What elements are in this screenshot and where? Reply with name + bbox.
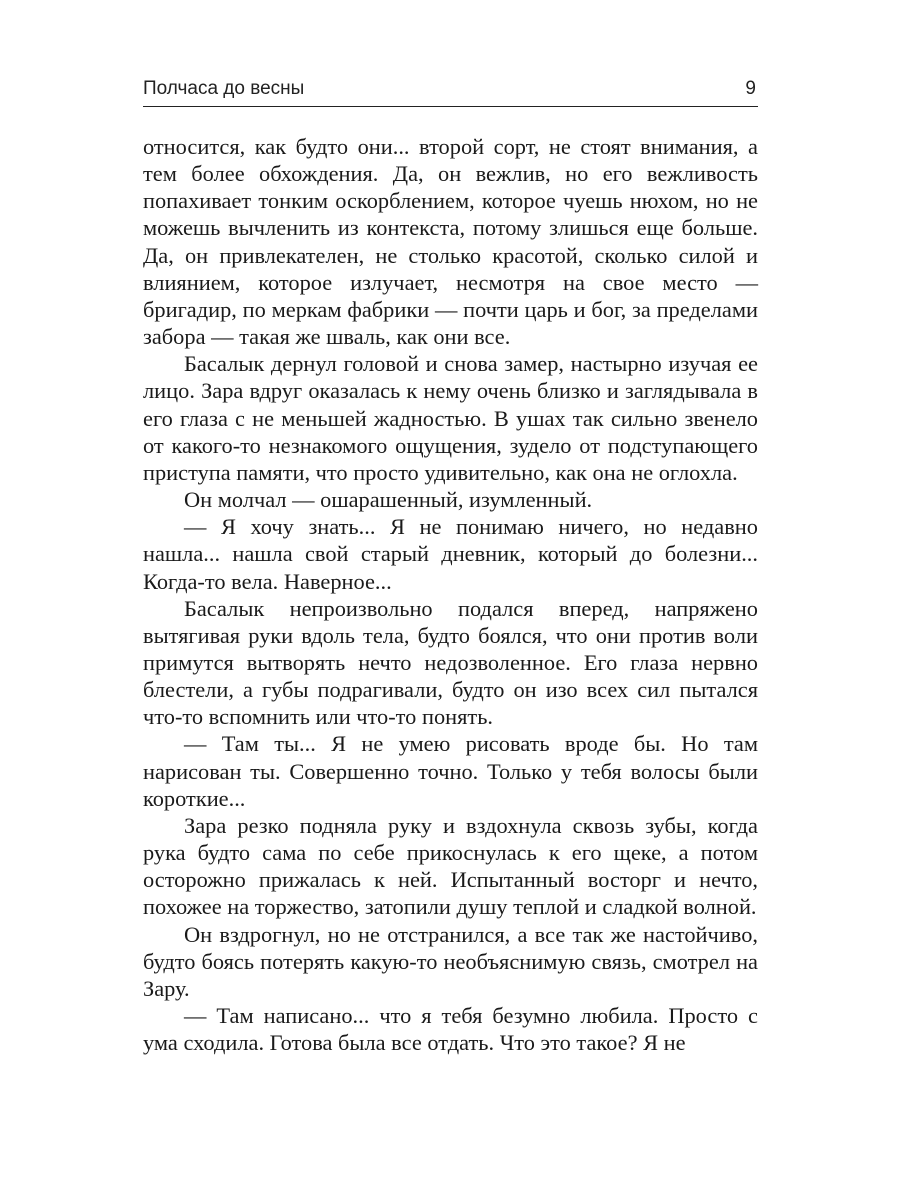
book-title: Полчаса до весны	[143, 78, 305, 99]
body-text	[143, 133, 758, 1056]
paragraph-7: Зара резко подняла руку и вздохнула сквозь зубы, когда рука будто сама по себе прикоснулась к его щеке, а потом осторожно прижалась к ней. Испытанный восторг и нечто, похожее на торжество, затопили душу теплой и сладкой волной.	[143, 812, 758, 920]
paragraph-4: — Я хочу знать... Я не понимаю ничего, но недавно нашла... нашла свой старый дневник, который до болезни... Когда-то вела. Наверное...	[143, 514, 758, 594]
paragraph-3: Он молчал — ошарашенный, изумленный.	[184, 487, 593, 513]
paragraph-8: Он вздрогнул, но не отстранился, а все так же настойчиво, будто боясь потерять какую-то необъяснимую связь, смотрел на Зару.	[143, 921, 758, 1001]
paragraph-2: Басалык дернул головой и снова замер, настырно изучая ее лицо. Зара вдруг оказалась к нему очень близко и заглядывала в его глаза с не меньшей жадностью. В ушах так сильно звенело от какого-то незнакомого ощущения, зудело от подступающего приступа памяти, что просто удивительно, как она не оглохла.	[143, 351, 758, 485]
paragraph-5: Басалык непроизвольно подался вперед, напряжено вытягивая руки вдоль тела, будто боялся, что они против воли примутся вытворять нечто недозволенное. Его глаза нервно блестели, а губы подрагивали, будто он изо всех сил пытался что-то вспомнить или что-то понять.	[143, 595, 758, 730]
paragraph-9: — Там написано... что я тебя безумно любила. Просто с ума сходила. Готова была все отдать. Что это такое? Я не	[143, 1003, 758, 1056]
paragraph-1: относится, как будто они... второй сорт, не стоят внимания, а тем более обхождения. Да, он вежлив, но его вежливость попахивает тонким оскорблением, которое чуешь нюхом, но не можешь вычленить из контекста, потому злишься еще больше. Да, он привлекателен, не столько красотой, сколько силой и влиянием, которое излучает, несмотря на свое место — бригадир, по меркам фабрики — почти царь и бог, за пределами забора — такая же шваль, как они все.	[143, 134, 758, 350]
running-header	[143, 76, 758, 107]
page-number: 9	[745, 78, 756, 99]
paragraph-6: — Там ты... Я не умею рисовать вроде бы. Но там нарисован ты. Совершенно точно. Только у тебя волосы были короткие...	[143, 731, 758, 811]
